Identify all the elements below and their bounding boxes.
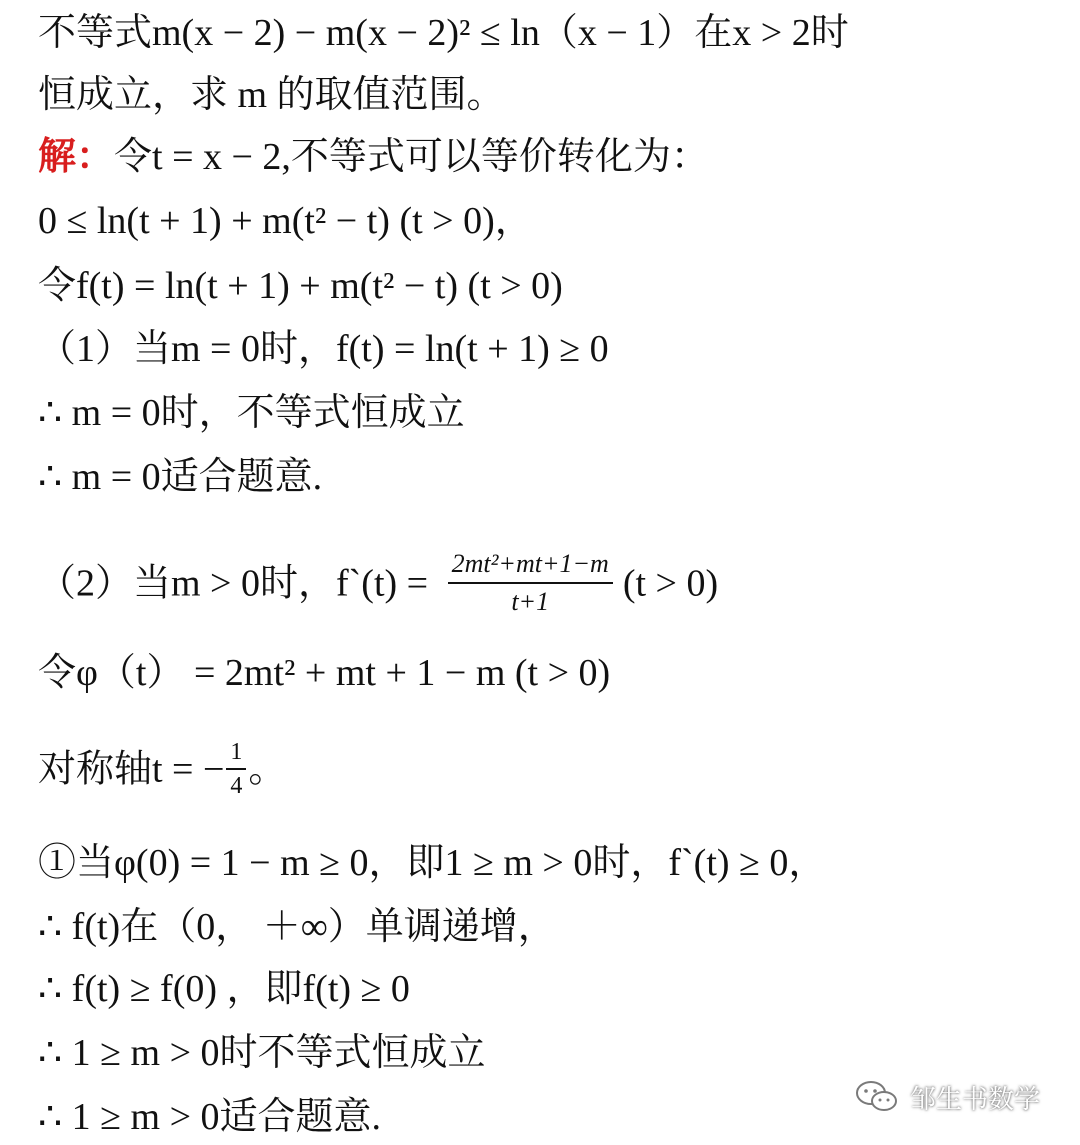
derivative-numerator: 2mt²+mt+1−m xyxy=(448,548,613,584)
derivative-fraction xyxy=(448,548,613,618)
solution-label: 解： xyxy=(38,136,115,178)
problem-line-2: 恒成立，求 m 的取值范围。 xyxy=(38,74,505,116)
solution-intro xyxy=(38,134,709,180)
transformed-inequality: 0 ≤ ln(t + 1) + m(t² − t) (t > 0)， xyxy=(38,200,533,242)
substitution-text: 令t = x − 2,不等式可以等价转化为： xyxy=(114,136,709,178)
derivative-denominator: t+1 xyxy=(511,587,550,616)
case2-derivative-line xyxy=(38,549,719,622)
watermark-text: 邹生书数学 xyxy=(909,1084,1040,1115)
problem-line-1: 不等式m(x − 2) − m(x − 2)² ≤ ln（x − 1）在x > 2时 xyxy=(38,12,849,54)
axis-fraction xyxy=(226,738,246,800)
subcase1-line-2: ∴ f(t)在（0， ＋∞）单调递增， xyxy=(38,906,556,948)
phi-definition: 令φ（t） = 2mt² + mt + 1 − m (t > 0) xyxy=(38,652,611,694)
case2-domain: (t > 0) xyxy=(622,562,719,605)
symmetry-axis-line xyxy=(38,739,287,804)
function-definition: 令f(t) = ln(t + 1) + m(t² − t) (t > 0) xyxy=(38,265,563,307)
subcase1-line-1: ①当φ(0) = 1 − m ≥ 0，即1 ≥ m > 0时，f`(t) ≥ 0， xyxy=(38,842,827,884)
case2-prefix: （2）当m > 0时，f`(t) = xyxy=(38,562,438,605)
case1-line-3: ∴ m = 0适合题意. xyxy=(38,456,323,498)
subcase1-line-4: ∴ 1 ≥ m > 0时不等式恒成立 xyxy=(38,1032,486,1074)
subcase1-line-3: ∴ f(t) ≥ f(0) ，即f(t) ≥ 0 xyxy=(38,968,410,1010)
axis-suffix: 。 xyxy=(248,748,287,791)
axis-denominator: 4 xyxy=(230,773,243,799)
case1-line-1: （1）当m = 0时，f(t) = ln(t + 1) ≥ 0 xyxy=(38,328,609,370)
case1-line-2: ∴ m = 0时，不等式恒成立 xyxy=(38,392,465,434)
wechat-icon xyxy=(854,1078,900,1116)
axis-prefix: 对称轴t = − xyxy=(38,748,225,791)
watermark xyxy=(854,1073,1040,1121)
subcase1-line-5: ∴ 1 ≥ m > 0适合题意. xyxy=(38,1096,382,1138)
axis-numerator: 1 xyxy=(226,738,246,770)
